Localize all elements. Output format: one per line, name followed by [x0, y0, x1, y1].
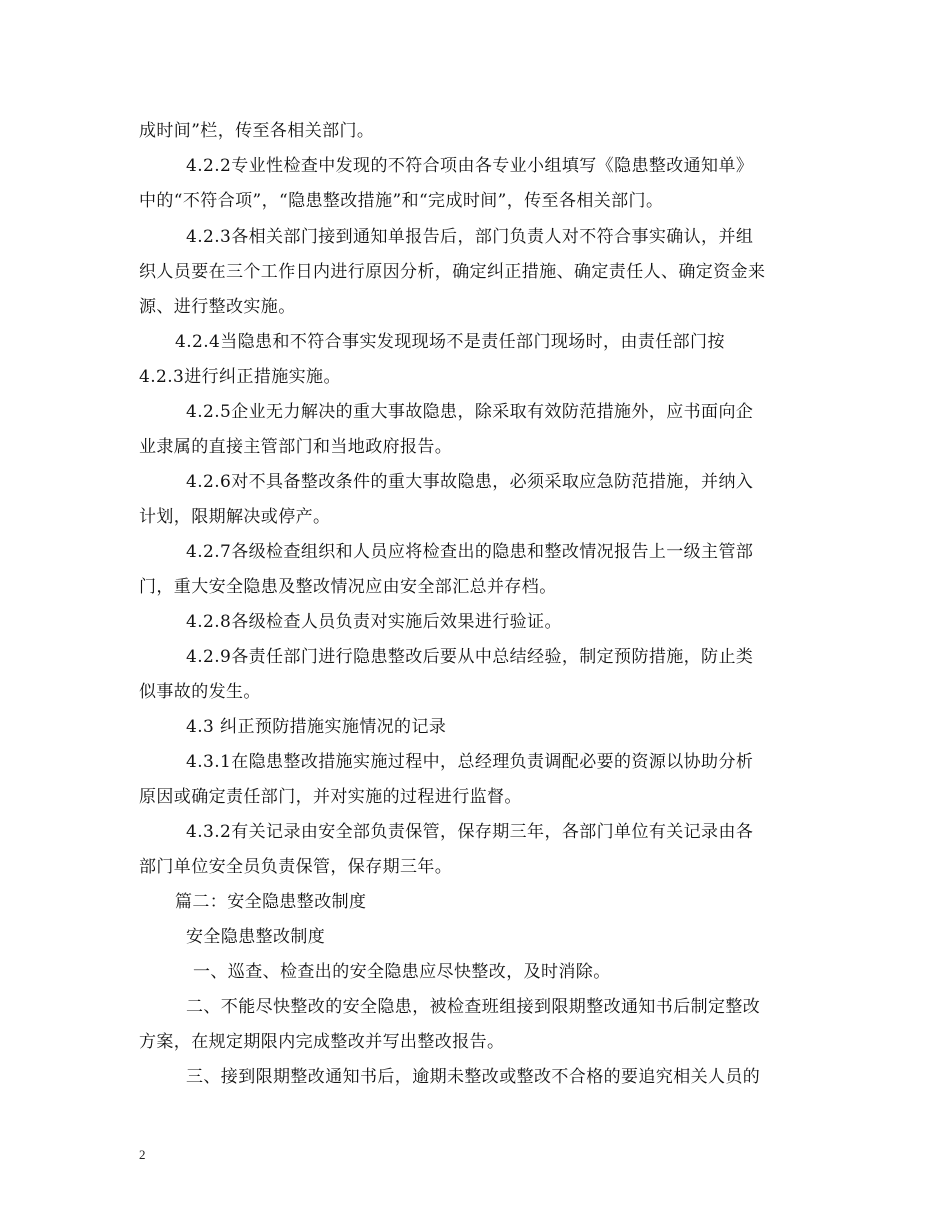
text-line: 4.2.2专业性检查中发现的不符合项由各专业小组填写《隐患整改通知单》: [186, 156, 754, 176]
text-line: 业隶属的直接主管部门和当地政府报告。: [139, 437, 453, 457]
chapter-heading: 篇二：安全隐患整改制度: [175, 892, 367, 912]
text-line: 4.2.6对不具备整改条件的重大事故隐患，必须采取应急防范措施，并纳入: [186, 472, 754, 492]
section-heading: 4.3 纠正预防措施实施情况的记录: [186, 717, 447, 737]
text-line: 一、巡查、检查出的安全隐患应尽快整改，及时消除。: [193, 962, 611, 982]
text-line: 4.2.8各级检查人员负责对实施后效果进行验证。: [186, 612, 562, 632]
text-line: 源、进行整改实施。: [139, 297, 296, 317]
text-line: 原因或确定责任部门，并对实施的过程进行监督。: [139, 787, 522, 807]
text-line: 三、接到限期整改通知书后，逾期未整改或整改不合格的要追究相关人员的: [186, 1067, 761, 1087]
text-line: 成时间”栏，传至各相关部门。: [139, 121, 375, 141]
text-line: 4.2.3进行纠正措施实施。: [139, 367, 341, 387]
text-line: 中的“不符合项”，“隐患整改措施”和“完成时间”，传至各相关部门。: [139, 191, 664, 211]
text-line: 部门单位安全员负责保管，保存期三年。: [139, 857, 453, 877]
text-line: 4.2.9各责任部门进行隐患整改后要从中总结经验，制定预防措施，防止类: [186, 647, 754, 667]
text-line: 4.2.3各相关部门接到通知单报告后，部门负责人对不符合事实确认，并组: [186, 227, 754, 247]
text-line: 4.2.4当隐患和不符合事实发现现场不是责任部门现场时，由责任部门按: [175, 332, 725, 352]
text-line: 二、不能尽快整改的安全隐患，被检查班组接到限期整改通知书后制定整改: [186, 997, 761, 1017]
text-line: 似事故的发生。: [139, 682, 261, 702]
text-line: 方案，在规定期限内完成整改并写出整改报告。: [139, 1032, 505, 1052]
text-line: 4.2.7各级检查组织和人员应将检查出的隐患和整改情况报告上一级主管部: [186, 542, 754, 562]
text-line: 计划，限期解决或停产。: [139, 507, 331, 527]
text-line: 门，重大安全隐患及整改情况应由安全部汇总并存档。: [139, 577, 557, 597]
text-line: 4.3.1在隐患整改措施实施过程中，总经理负责调配必要的资源以协助分析: [186, 752, 754, 772]
document-title: 安全隐患整改制度: [186, 927, 326, 947]
text-line: 4.3.2有关记录由安全部负责保管，保存期三年，各部门单位有关记录由各: [186, 822, 754, 842]
page-number: 2: [139, 1147, 146, 1162]
text-line: 4.2.5企业无力解决的重大事故隐患，除采取有效防范措施外，应书面向企: [186, 402, 754, 422]
text-line: 织人员要在三个工作日内进行原因分析，确定纠正措施、确定责任人、确定资金来: [139, 262, 766, 282]
